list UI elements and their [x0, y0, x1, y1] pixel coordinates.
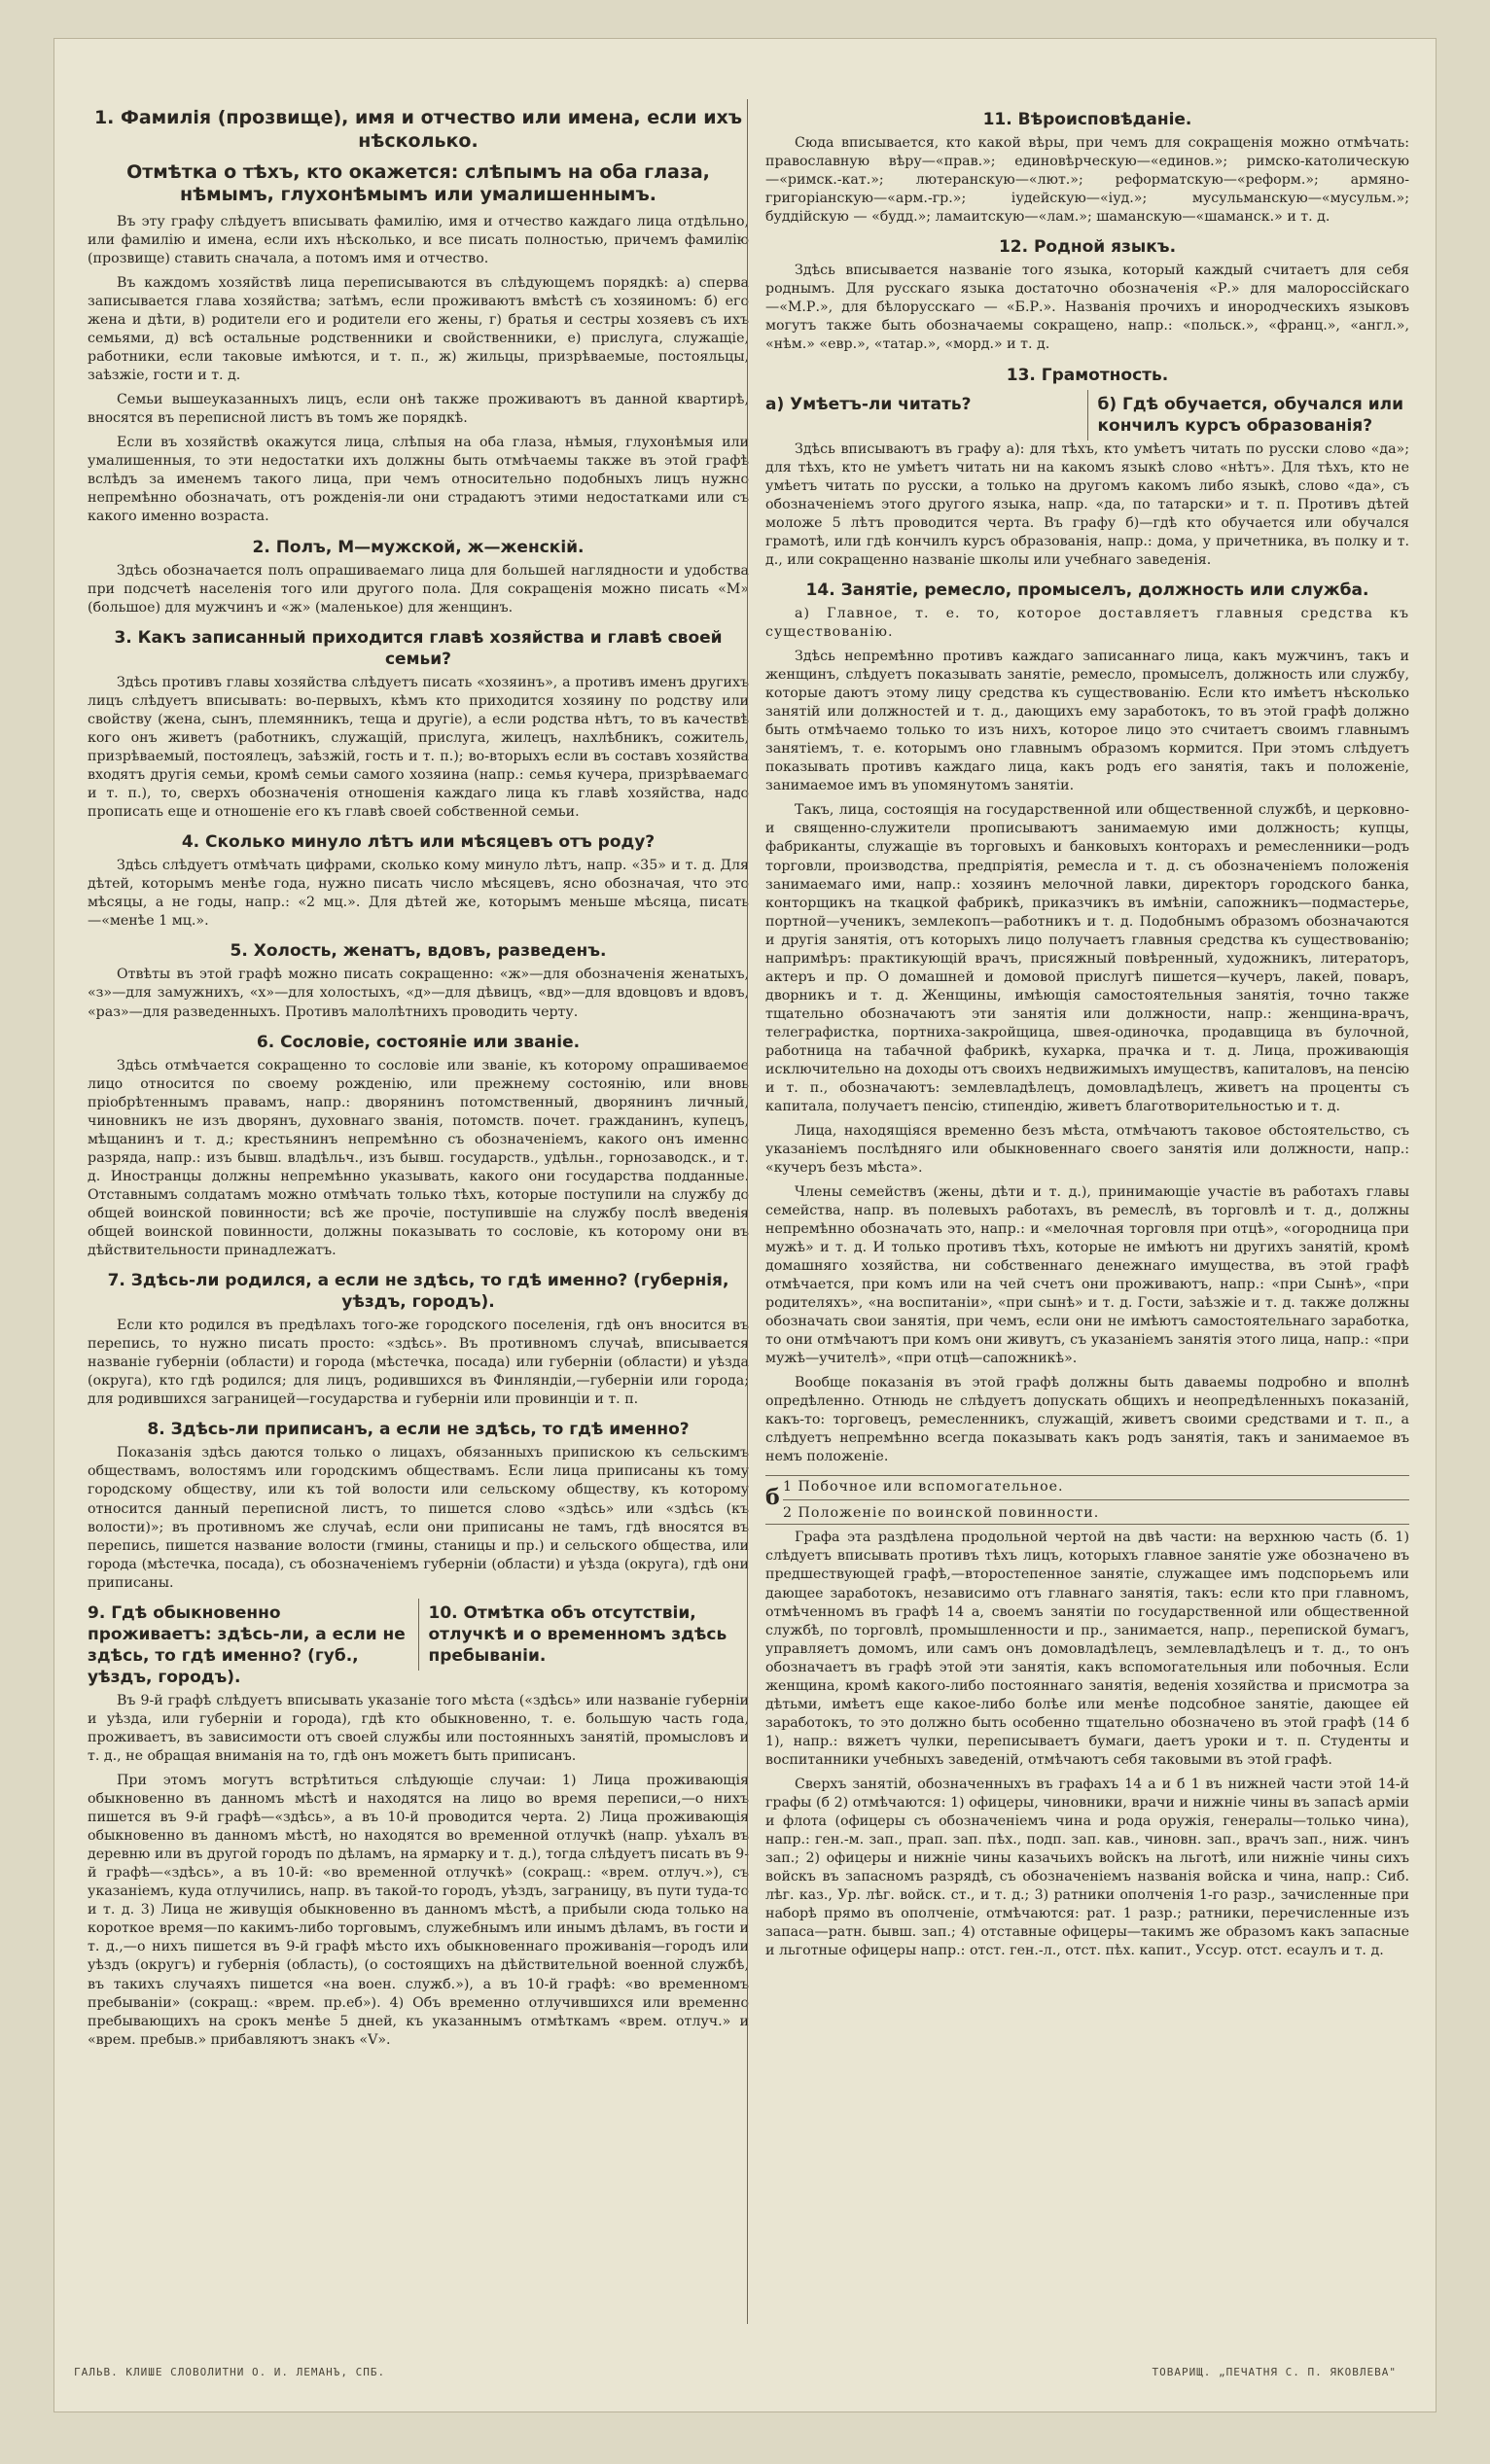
paragraph: Сверхъ занятій, обозначенныхъ въ графахъ 14 а и б 1 въ нижней части этой 14-й графы (б 2) отмѣчаются: 1) офицеры, чиновники, врачи и нижніе чины въ запасѣ арміи и флота (офицеры съ обозначеніемъ чина и рода оружія, генералы—только чина), напр.: ген.-м. зап., прап. зап. пѣх., подп. зап. кав., чиновн. зап., врачъ зап., ниж. чинъ зап.; 2) офицеры и нижніе чины казачьихъ войскъ на льготѣ, или нижніе чины сихъ войскъ въ запасномъ разрядѣ, съ обозначеніемъ названія войска и чина, напр.: Сиб. лѣг. каз., Ур. лѣг. войск. ст., и т. д.; 3) ратники ополченія 1-го разр., зачисленные при наборѣ прямо въ ополченіе, отмѣчаются: рат. 1 разр.; ратники, перечисленные изъ запаса—ратн. бывш. зап.; 4) отставные офицеры—такимъ же образомъ какъ запасные и льготные офицеры напр.: отст. ген.-л., отст. пѣх. капит., Уссур. отст. есаулъ и т. д. — [765, 1776, 1409, 1959]
section-14b-number: б — [765, 1484, 781, 1510]
paragraph: Здѣсь вписываютъ въ графу а): для тѣхъ, кто умѣетъ читать по русски слово «да»; для тѣхъ, кто не умѣетъ читать ни на какомъ языкѣ слово «нѣтъ». Для тѣхъ, кто не умѣетъ читать по русски, а только на другомъ какомъ либо языкѣ, слово «да», съ обозначеніемъ этого другого языка, напр. «да, по татарски» и т. п. Противъ дѣтей моложе 5 лѣтъ проводится черта. Въ графу б)—гдѣ кто обучается или обучался грамотѣ, или гдѣ кончилъ курсъ образованія, напр.: дома, у причетника, въ полку и т. д., или сокращенно названіе школы или учебнаго заведенія. — [765, 440, 1409, 568]
section-4-title: 4. Сколько минуло лѣтъ или мѣсяцевъ отъ роду? — [181, 832, 656, 853]
paragraph: Графа эта раздѣлена продольной чертой на двѣ части: на верхнюю часть (б. 1) слѣдуетъ вписывать противъ тѣхъ лицъ, которыхъ главное занятіе уже обозначено въ предшествующей графѣ,—второстепенное занятіе, служащее имъ подспорьемъ или дающее заработокъ, независимо отъ главнаго занятія, такъ: если кто при главномъ, отмѣченномъ въ графѣ 14 а, своемъ занятіи по государственной или общественной службѣ, по торговлѣ, промышленности и пр., занимается, напр., перепиской бумагъ, управляетъ домомъ, или самъ онъ домовладѣлецъ, землевладѣлецъ и т. д., то онъ обозначаетъ въ графѣ этой эти занятія, какъ вспомогательныя или побочныя. Если женщина, кромѣ какого-либо постояннаго занятія, веденія хозяйства и присмотра за дѣтьми, имѣетъ еще какое-либо болѣе или менѣе подсобное занятіе, дающее ей заработокъ, то это должно быть особенно тщательно обозначено въ этой графѣ (14 б 1), напр.: вяжетъ чулки, переписываетъ бумаги, даетъ уроки и т. п. Студенты и воспитанники учебныхъ заведеній, отмѣчаютъ себя таковыми въ этой графѣ. — [765, 1530, 1409, 1768]
section-9-10-header — [88, 1599, 749, 1692]
printer-credit-right: ТОВАРИЩ. „ПЕЧАТНЯ С. П. ЯКОВЛЕВА" — [1152, 2366, 1397, 2378]
section-14b-header — [765, 1475, 1409, 1526]
paragraph: Здѣсь противъ главы хозяйства слѣдуетъ писать «хозяинъ», а противъ именъ другихъ лицъ слѣдуетъ вписывать: во-первыхъ, кѣмъ кто приходится хозяину по родству или свойству (жена, сынъ, племянникъ, теща и другіе), а если родства нѣтъ, то въ качествѣ кого онъ живетъ (работникъ, служащій, прислуга, жилецъ, нахлѣбникъ, сожитель, призрѣваемый, постоялецъ, заѣзжій, гость и т. п.); во-вторыхъ если въ составъ хозяйства входятъ другія семьи, кромѣ семьи самого хозяина (напр.: семья кучера, призрѣваемаго и т. п.), то, сверхъ обозначенія отношенія каждаго лица къ главѣ хозяйства, надо прописать еще и отношеніе его къ главѣ своей собственной семьи. — [88, 674, 749, 821]
section-13-header — [765, 390, 1409, 440]
section-1-title: 1. Фамилія (прозвище), имя и отчество или имена, если ихъ нѣсколько. — [93, 107, 743, 152]
left-column — [88, 99, 749, 2324]
section-1-note: Отмѣтка о тѣхъ, кто окажется: слѣпымъ на оба глаза, нѣмымъ, глухонѣмымъ или умалишеннымъ. — [126, 160, 710, 206]
printer-credit-left: ГАЛЬВ. КЛИШЕ СЛОВОЛИТНИ О. И. ЛЕМАНЪ, СПБ. — [74, 2366, 386, 2378]
divider — [783, 1499, 1409, 1500]
section-14-title: 14. Занятіе, ремесло, промыселъ, должность или служба. — [805, 581, 1369, 600]
section-8-title: 8. Здѣсь-ли приписанъ, а если не здѣсь, то гдѣ именно? — [147, 1420, 690, 1440]
paragraph: Здѣсь слѣдуетъ отмѣчать цифрами, сколько кому минуло лѣтъ, напр. «35» и т. д. Для дѣтей, которымъ менѣе года, нужно писать число мѣсяцевъ, ясно обозначая, что это мѣсяцы, а не годы, напр.: «2 мц.». Для дѣтей же, которымъ меньше мѣсяца, писать—«менѣе 1 мц.». — [88, 858, 749, 930]
paragraph: Лица, находящіяся временно безъ мѣста, отмѣчаютъ таковое обстоятельство, съ указаніемъ послѣдняго или обыкновеннаго своего занятія или должности, напр.: «кучеръ безъ мѣста». — [765, 1122, 1409, 1176]
census-instruction-sheet — [54, 39, 1436, 2411]
paragraph: Семьи вышеуказанныхъ лицъ, если онѣ также проживаютъ въ данной квартирѣ, вносятся въ переписной листъ въ томъ же порядкѣ. — [88, 392, 749, 427]
section-14a-subtitle: а) Главное, т. е. то, которое доставляетъ главныя средства къ существованію. — [765, 606, 1409, 641]
section-9-title: 9. Гдѣ обыкновенно проживаетъ: здѣсь-ли, а если не здѣсь, то гдѣ именно? (губ., уѣздъ, городъ). — [88, 1602, 406, 1687]
section-2-title: 2. Полъ, М—мужской, ж—женскій. — [252, 537, 585, 557]
paragraph: Въ каждомъ хозяйствѣ лица переписываются въ слѣдующемъ порядкѣ: а) сперва записывается глава хозяйства; затѣмъ, если проживаютъ вмѣстѣ съ хозяиномъ: б) его жена и дѣти, в) родители его и родители его жены, г) братья и сестры хозяевъ съ ихъ семьями, д) всѣ остальные родственники и свойственники, е) прислуга, служащіе, работники, если таковые имѣются, и т. п., ж) жильцы, призрѣваемые, постояльцы, заѣзжіе, гости и т. д. — [88, 275, 749, 384]
section-11-title: 11. Вѣроисповѣданіе. — [982, 110, 1192, 129]
paragraph: Если кто родился въ предѣлахъ того-же городского поселенія, гдѣ онъ вносится въ перепись, то нужно писать просто: «здѣсь». Въ противномъ случаѣ, вписывается названіе губерніи (области) и города (мѣстечка, посада) или губерніи (области) и уѣзда (округа), кто гдѣ родился; для лицъ, родившихся въ Финляндіи,—губерніи или города; для родившихся заграницей—государства и губерніи или провинціи и т. п. — [88, 1318, 749, 1408]
paragraph: Если въ хозяйствѣ окажутся лица, слѣпыя на оба глаза, нѣмыя, глухонѣмыя или умалишенныя, то эти недостатки ихъ должны быть отмѣчаемы также въ этой графѣ вслѣдъ за именемъ такого лица, при чемъ относительно подобныхъ лицъ нужно непремѣнно обозначать, отъ рожденія-ли они страдаютъ этими недостатками или съ какого именно возраста. — [88, 435, 749, 525]
section-6-title: 6. Сословіе, состояніе или званіе. — [256, 1032, 581, 1052]
section-10-title: 10. Отмѣтка объ отсутствіи, отлучкѣ и о временномъ здѣсь пребываніи. — [428, 1602, 727, 1666]
paragraph: Здѣсь обозначается полъ опрашиваемаго лица для большей наглядности и удобства при подсчетѣ населенія того или другого пола. Для сокращенія можно писать «М» (большое) для мужчинъ и «ж» (маленькое) для женщинъ. — [88, 562, 749, 616]
paragraph: Въ эту графу слѣдуетъ вписывать фамилію, имя и отчество каждаго лица отдѣльно, или фамилію и имена, если ихъ нѣсколько, и все писать полностью, причемъ фамилію (прозвище) ставить сначала, а потомъ имя и отчество. — [88, 214, 749, 267]
paragraph: Сюда вписывается, кто какой вѣры, при чемъ для сокращенія можно отмѣчать: православную вѣру—«прав.»; единовѣрческую—«единов.»; римско-католическую—«римск.-кат.»; лютеранскую—«лют.»; реформатскую—«реформ.»; армяно-григоріанскую—«арм.-гр.»; іудейскую—«іуд.»; мусульманскую—«мусульм.»; буддійскую — «будд.»; ламаитскую—«лам.»; шаманскую—«шаманск.» и т. д. — [765, 135, 1409, 226]
section-5-title: 5. Холость, женатъ, вдовъ, разведенъ. — [230, 941, 607, 962]
paragraph: Вообще показанія въ этой графѣ должны быть даваемы подробно и вполнѣ опредѣленно. Отнюдь не слѣдуетъ допускать общихъ и неопредѣленныхъ показаній, какъ-то: торговецъ, ремесленникъ, служащій, живетъ своими средствами и т. п., а слѣдуетъ непремѣнно всегда показывать какъ родъ занятія, такъ и занимаемое въ немъ положеніе. — [765, 1375, 1409, 1465]
paragraph: При этомъ могутъ встрѣтиться слѣдующіе случаи: 1) Лица проживающія обыкновенно въ данномъ мѣстѣ и находятся на лицо во время переписи,—о нихъ пишется въ 9-й графѣ—«здѣсь», а въ 10-й проводится черта. 2) Лица проживающія обыкновенно въ данномъ мѣстѣ, но находятся во временной отлучкѣ (напр. уѣхалъ въ деревню или въ другой городъ по дѣламъ, на ярмарку и т. д.), тогда слѣдуетъ писать въ 9-й графѣ—«здѣсь», а въ 10-й: «во временной отлучкѣ» (сокращ.: «врем. отлуч.»), съ указаніемъ, куда отлучились, напр. въ такой-то городъ, уѣздъ, заграницу, въ пути туда-то и т. д. 3) Лица не живущія обыкновенно въ данномъ мѣстѣ, а прибыли сюда только на короткое время—по какимъ-либо торговымъ, служебнымъ или инымъ дѣламъ, въ гости и т. д.,—о нихъ пишется въ 9-й графѣ мѣсто ихъ обыкновеннаго проживанія—городъ или уѣздъ (округъ) и губернія (область), (о состоящихъ на дѣйствительной военной службѣ, въ такихъ случаяхъ пишется «на воен. служб.»), а въ 10-й графѣ: «во временномъ пребываніи» (сокращ.: «врем. пр.еб»). 4) Объ временно отлучившихся или временно пребывающихъ на срокъ менѣе 5 дней, къ указаннымъ отмѣткамъ «врем. отлуч.» и «врем. пребыв.» прибавляютъ знакъ «V». — [88, 1773, 749, 2048]
paragraph: Въ 9-й графѣ слѣдуетъ вписывать указаніе того мѣста («здѣсь» или названіе губерніи и уѣзда, или губерніи и города), гдѣ кто обыкновенно, т. е. большую часть года, проживаетъ, въ зависимости отъ своей службы или постоянныхъ занятій, промысловъ и т. д., не обращая вниманія на то, гдѣ онъ можетъ быть приписанъ. — [88, 1693, 749, 1765]
paragraph: Отвѣты въ этой графѣ можно писать сокращенно: «ж»—для обозначенія женатыхъ, «з»—для замужнихъ, «х»—для холостыхъ, «д»—для дѣвицъ, «вд»—для вдовцовъ и вдовъ, «раз»—для разведенныхъ. Противъ малолѣтнихъ проводить черту. — [88, 967, 749, 1020]
section-13-title: 13. Грамотность. — [1006, 365, 1169, 385]
paragraph: Здѣсь вписывается названіе того языка, который каждый считаетъ для себя роднымъ. Для русскаго языка достаточно обозначенія «Р.» для малороссійскаго—«М.Р.», для бѣлорусскаго — «Б.Р.». Названія прочихъ и инородческихъ языковъ могутъ также быть обозначаемы сокращено, напр.: «польск.», «франц.», «англ.», «нѣм.» «евр.», «татар.», «морд.» и т. д. — [765, 263, 1409, 353]
right-column — [747, 99, 1409, 2324]
paragraph: Показанія здѣсь даются только о лицахъ, обязанныхъ припискою къ сельскимъ обществамъ, волостямъ или городскимъ обществамъ. Если лица приписаны къ тому городскому обществу, или къ той волости или сельскому обществу, къ которому относится данный переписной листъ, то пишется слово «здѣсь» или «здѣсь (къ волости)»; въ противномъ же случаѣ, если они приписаны не тамъ, гдѣ вносятся въ перепись, пишется название волости (гмины, станицы и пр.) и сельского общества, или города (мѣстечка, посада), съ обозначеніемъ губерніи (области) и уѣзда (округа), гдѣ они приписаны. — [88, 1445, 749, 1591]
section-7-title: 7. Здѣсь-ли родился, а если не здѣсь, то гдѣ именно? (губернія, уѣздъ, городъ). — [107, 1270, 729, 1313]
section-3-title: 3. Какъ записанный приходится главѣ хозяйства и главѣ своей семьи? — [114, 627, 723, 669]
paragraph: Члены семействъ (жены, дѣти и т. д.), принимающіе участіе въ работахъ главы семейства, напр. въ полевыхъ работахъ, въ ремеслѣ, въ торговлѣ и т. д., должны непремѣнно обозначать это, напр.: и «мелочная торговля при отцѣ», «огородница при мужѣ» и т. д. И только противъ тѣхъ, которые не имѣютъ ни другихъ занятій, кромѣ домашняго хозяйства, ни собственнаго денежнаго имущества, въ этой графѣ отмѣчается, при комъ или на чей счетъ они проживаютъ, напр.: «при Сынѣ», «при родителяхъ», «на воспитаніи», «при сынѣ» и т. д. Гости, заѣзжіе и т. д. также должны обозначать свои занятія, при чемъ, если они не имѣютъ самостоятельнаго заработка, то они отмѣчаютъ при комъ они живутъ, съ указаніемъ занятія этого лица, напр.: «при мужѣ—учителѣ», «при отцѣ—сапожникѣ». — [765, 1184, 1409, 1367]
section-14b-line-1: 1 Побочное или вспомогательное. — [783, 1478, 1064, 1495]
section-12-title: 12. Родной языкъ. — [998, 237, 1177, 258]
section-13b-title: б) Гдѣ обучается, обучался или кончилъ курсъ образованія? — [1097, 394, 1403, 436]
paragraph: Здѣсь отмѣчается сокращенно то сословіе или званіе, къ которому опрашиваемое лицо относится по своему рожденію, или прежнему состоянію, или вновь пріобрѣтеннымъ правамъ, напр.: дворянинъ потомственный, дворянинъ личный, чиновникъ не изъ дворянъ, духовнаго званія, потомств. почет. гражданинъ, купецъ, мѣщанинъ и т. д.; крестьянинъ непремѣнно съ обозначеніемъ, какого онъ именно разряда, напр.: изъ бывш. владѣльч., изъ бывш. государств., удѣльн., горнозаводск., и т. д. Иностранцы должны непремѣнно указывать, какого они государства подданные. Отставнымъ солдатамъ можно отмѣчать только тѣхъ, которые поступили на службу до общей воинской повинности; всѣ же прочіе, поступившіе на службу послѣ введенія общей воинской повинности, должны показывать то сословіе, къ которому они въ дѣйствительности принадлежатъ. — [88, 1057, 749, 1258]
section-13a-title: а) Умѣетъ-ли читать? — [765, 394, 972, 414]
paragraph: Здѣсь непремѣнно противъ каждаго записаннаго лица, какъ мужчинъ, такъ и женщинъ, слѣдуетъ показывать занятіе, ремесло, промыселъ, должность или службу, которые даютъ этому лицу средства къ существованію. Если кто имѣетъ нѣсколько занятій или должностей и т. д., дающихъ ему заработокъ, то въ этой графѣ должно быть отмѣчаемо только то изъ нихъ, которое лицо это считаетъ своимъ главнымъ занятіемъ, т. е. которымъ оно главнымъ образомъ кормится. При этомъ слѣдуетъ показывать противъ каждаго лица, какъ родъ его занятія, такъ и положеніе, занимаемое имъ въ упомянутомъ занятіи. — [765, 649, 1409, 794]
paragraph: Такъ, лица, состоящія на государственной или общественной службѣ, и церковно-и священно-служители прописываютъ занимаемую ими должность; купцы, фабриканты, служащіе въ торговыхъ и банковыхъ конторахъ и ремесленники—родъ торговли, производства, предпріятія, ремесла и т. д. съ обозначеніемъ положенія занимаемаго ими, напр.: хозяинъ мелочной лавки, директоръ городского банка, конторщикъ на ткацкой фабрикѣ, приказчикъ въ имѣніи, сапожникъ—подмастерье, портной—ученикъ, землекопъ—работникъ и т. д. Подобнымъ образомъ обозначаются и другія занятія, отъ которыхъ лицо получаетъ главныя средства къ существованію; напримѣръ: практикующій врачъ, присяжный повѣренный, художникъ, литераторъ, актеръ и пр. О домашней и домовой прислугѣ пишется—кучеръ, лакей, поваръ, дворникъ и т. д. Женщины, имѣющія самостоятельныя занятія, точно также тщательно обозначаютъ эти занятія или должности, напр.: женщина-врачъ, телеграфистка, портниха-закройщица, швея-одиночка, продавщица въ булочной, работница на табачной фабрикѣ, кухарка, прачка и т. д. Лица, проживающія исключительно на доходы отъ своихъ недвижимыхъ имуществъ, капиталовъ, на пенсію и т. п., обозначаютъ: землевладѣлецъ, домовладѣлецъ, живетъ на проценты съ капитала, получаетъ пенсію, стипендію, живетъ благотворительностью и т. д. — [765, 802, 1409, 1114]
section-14b-line-2: 2 Положеніе по воинской повинности. — [783, 1504, 1100, 1521]
